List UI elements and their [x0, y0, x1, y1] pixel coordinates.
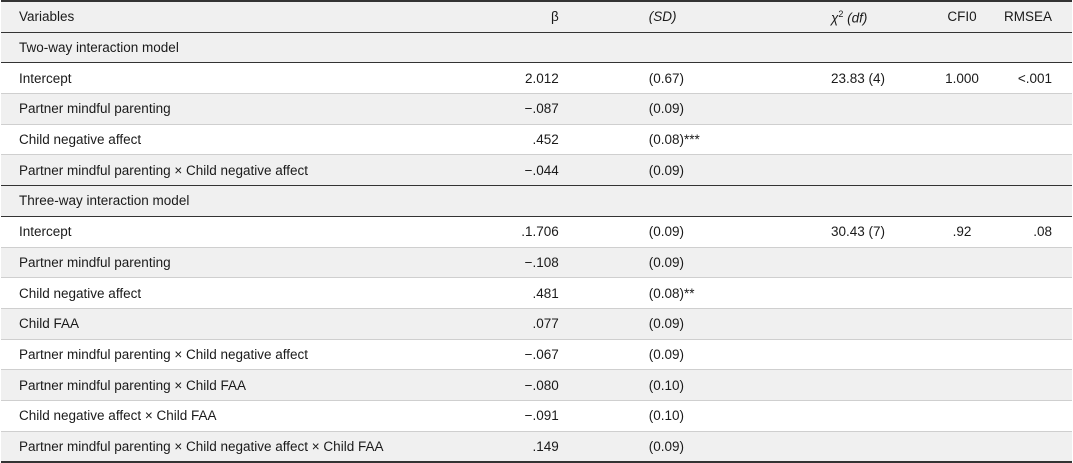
cell-variable: Partner mindful parenting [1, 247, 457, 278]
cell-beta: .1.706 [457, 216, 569, 247]
cell-cfi [920, 339, 1004, 370]
cell-variable: Child FAA [1, 308, 457, 339]
table-row [1, 339, 1072, 370]
cell-cfi [920, 370, 1004, 401]
header-chi-symbol: χ [830, 10, 839, 26]
header-variables: Variables [1, 1, 457, 32]
header-chi-square [821, 1, 920, 32]
table-row [1, 370, 1072, 401]
cell-cfi [920, 94, 1004, 125]
cell-sd: (0.09) [569, 308, 821, 339]
cell-rmsea [1004, 247, 1072, 278]
cell-sd: (0.08)** [569, 278, 821, 309]
table-row [1, 247, 1072, 278]
table-row [1, 308, 1072, 339]
cell-rmsea [1004, 155, 1072, 186]
cell-cfi [920, 308, 1004, 339]
cell-rmsea: .08 [1004, 216, 1072, 247]
header-chi-superscript: 2 [838, 8, 844, 19]
cell-sd: (0.09) [569, 216, 821, 247]
cell-chi-square: 30.43 (7) [821, 216, 920, 247]
cell-beta: .149 [457, 431, 569, 462]
cell-chi-square [821, 278, 920, 309]
cell-chi-square [821, 247, 920, 278]
cell-sd: (0.67) [569, 63, 821, 94]
cell-beta: 2.012 [457, 63, 569, 94]
cell-variable: Child negative affect [1, 124, 457, 155]
header-chi-df: (df) [847, 10, 868, 26]
cell-variable: Partner mindful parenting [1, 94, 457, 125]
cell-beta: −.091 [457, 400, 569, 431]
section-header-row [1, 186, 1072, 217]
cell-sd: (0.09) [569, 94, 821, 125]
cell-chi-square [821, 339, 920, 370]
cell-rmsea [1004, 124, 1072, 155]
header-rmsea: RMSEA [1004, 1, 1072, 32]
cell-rmsea [1004, 400, 1072, 431]
cell-chi-square [821, 400, 920, 431]
cell-beta: −.108 [457, 247, 569, 278]
header-sd: (SD) [569, 1, 821, 32]
cell-beta: .077 [457, 308, 569, 339]
cell-rmsea [1004, 308, 1072, 339]
cell-cfi [920, 155, 1004, 186]
cell-rmsea [1004, 94, 1072, 125]
cell-sd: (0.10) [569, 400, 821, 431]
table-row [1, 400, 1072, 431]
section-title: Two-way interaction model [1, 32, 1072, 63]
table-row [1, 124, 1072, 155]
table-row [1, 431, 1072, 462]
table-row [1, 216, 1072, 247]
cell-cfi [920, 400, 1004, 431]
cell-variable: Partner mindful parenting × Child negative affect [1, 339, 457, 370]
cell-beta: −.044 [457, 155, 569, 186]
cell-beta: .481 [457, 278, 569, 309]
cell-variable: Partner mindful parenting × Child negative affect × Child FAA [1, 431, 457, 462]
results-table [1, 0, 1072, 463]
cell-sd: (0.09) [569, 247, 821, 278]
table-row [1, 278, 1072, 309]
cell-chi-square: 23.83 (4) [821, 63, 920, 94]
cell-beta: −.067 [457, 339, 569, 370]
cell-rmsea [1004, 339, 1072, 370]
cell-chi-square [821, 94, 920, 125]
cell-variable: Partner mindful parenting × Child negative affect [1, 155, 457, 186]
cell-cfi [920, 431, 1004, 462]
header-beta: β [457, 1, 569, 32]
cell-sd: (0.09) [569, 155, 821, 186]
cell-variable: Intercept [1, 63, 457, 94]
cell-rmsea [1004, 278, 1072, 309]
cell-sd: (0.08)*** [569, 124, 821, 155]
cell-variable: Partner mindful parenting × Child FAA [1, 370, 457, 401]
cell-rmsea: <.001 [1004, 63, 1072, 94]
table-row [1, 94, 1072, 125]
cell-sd: (0.09) [569, 339, 821, 370]
table-header-row [1, 1, 1072, 32]
cell-rmsea [1004, 370, 1072, 401]
cell-chi-square [821, 308, 920, 339]
cell-sd: (0.10) [569, 370, 821, 401]
cell-sd: (0.09) [569, 431, 821, 462]
cell-cfi [920, 278, 1004, 309]
cell-chi-square [821, 370, 920, 401]
cell-beta: −.080 [457, 370, 569, 401]
cell-cfi [920, 124, 1004, 155]
cell-variable: Intercept [1, 216, 457, 247]
table-row [1, 155, 1072, 186]
cell-cfi: .92 [920, 216, 1004, 247]
cell-rmsea [1004, 431, 1072, 462]
cell-variable: Child negative affect × Child FAA [1, 400, 457, 431]
table-row [1, 63, 1072, 94]
section-header-row [1, 32, 1072, 63]
cell-variable: Child negative affect [1, 278, 457, 309]
cell-cfi: 1.000 [920, 63, 1004, 94]
results-table-body [1, 1, 1072, 462]
cell-chi-square [821, 431, 920, 462]
cell-chi-square [821, 155, 920, 186]
header-cfi: CFI0 [920, 1, 1004, 32]
cell-beta: .452 [457, 124, 569, 155]
section-title: Three-way interaction model [1, 186, 1072, 217]
cell-chi-square [821, 124, 920, 155]
cell-beta: −.087 [457, 94, 569, 125]
cell-cfi [920, 247, 1004, 278]
